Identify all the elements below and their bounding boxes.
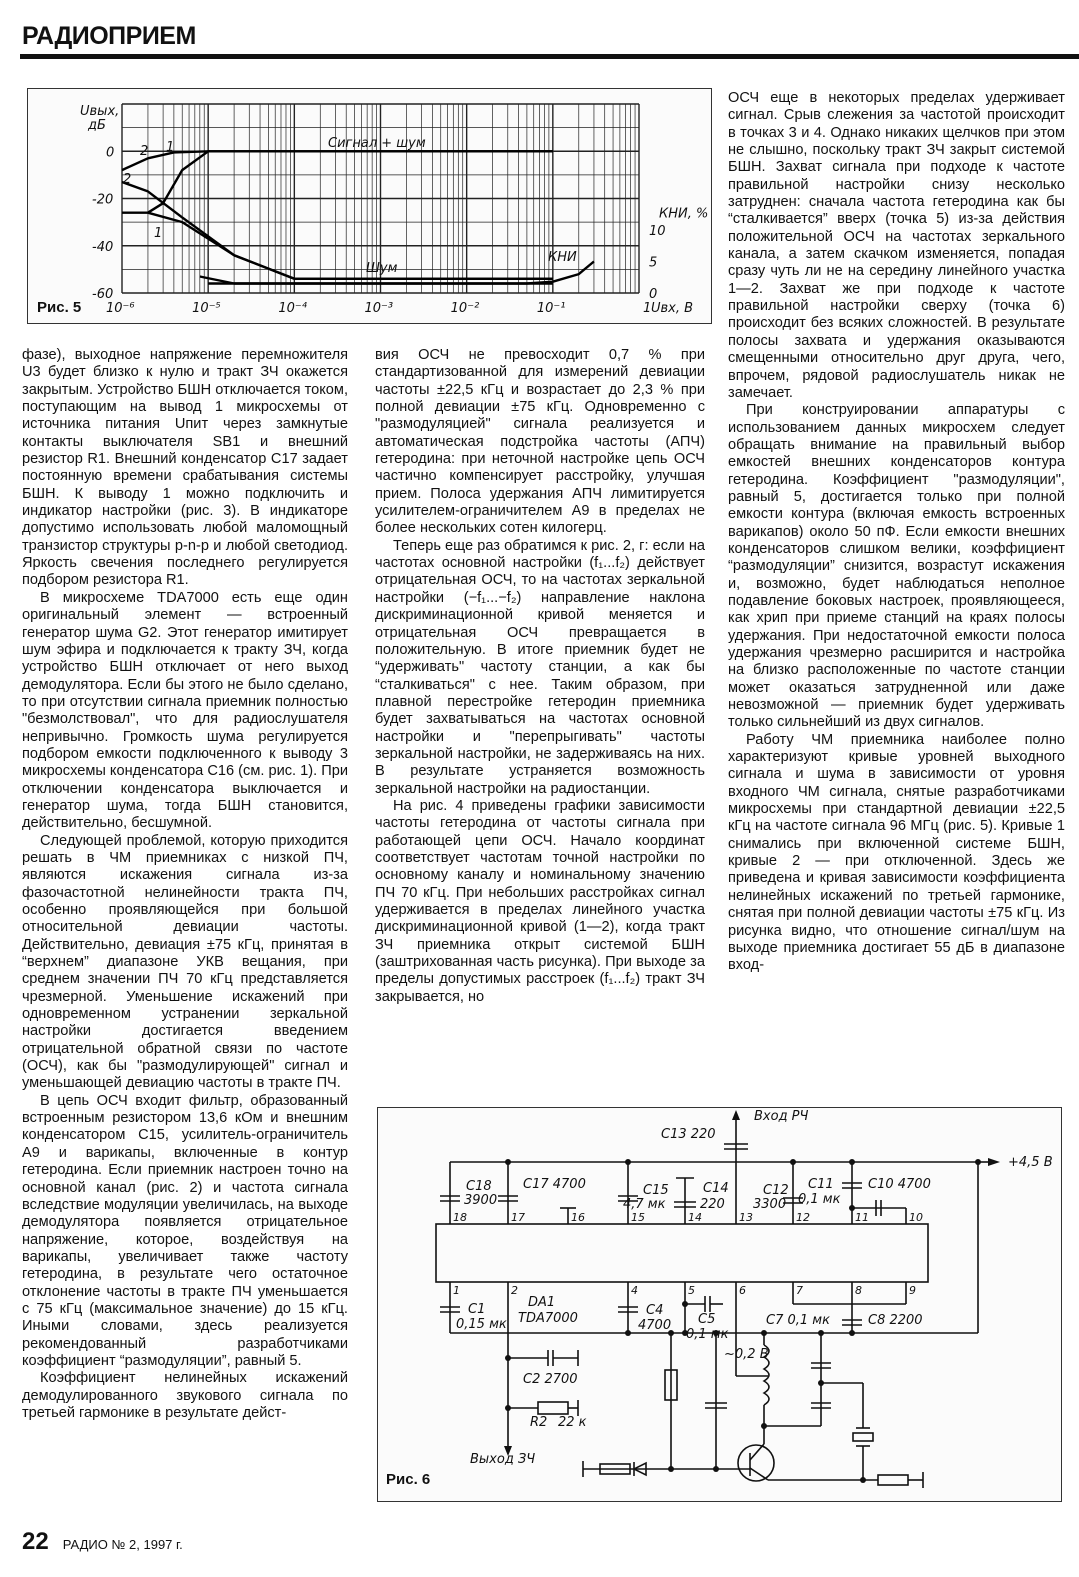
svg-text:-60: -60 <box>92 287 114 302</box>
paragraph: Коэффициент нелинейных искажений демодулированного звукового сигнала по третьей гармонике в результате дейст- <box>22 1370 348 1421</box>
chart-series-line <box>208 262 594 284</box>
svg-text:Uвых,: Uвых, <box>80 104 120 119</box>
svg-text:15: 15 <box>631 1211 645 1224</box>
paragraph: ОСЧ еще в некоторых пределах удерживает сигнал. Срыв слежения за частотой происходит в точках 3 и 4. Однако никаких щелчков при этом не слышно, поскольку тракт ЗЧ закрыт системой БШН. Захват сигнала при подходе к частоте правильной настройки снизу несколько затруднен: сначала частота гетеродина как бы “сталкивается” вверх (точка 5) из-за действия положительной ОСЧ на частотах зеркального канала, а затем скачком изменяется, попадая сразу чуть ли не на середину линейного участка 1—2. Захват же при подходе к частоте правильной настройки сверху (точка 6) происходит без всяких сложностей. В результате полосы захвата и удержания оказываются смещенными относительно друг друга, чего, впрочем, рядовой радиослушатель никак не замечает. <box>728 90 1065 401</box>
svg-text:14: 14 <box>688 1211 702 1224</box>
svg-text:5: 5 <box>649 255 658 271</box>
svg-text:10⁻²: 10⁻² <box>450 301 480 316</box>
svg-text:С2 2700: С2 2700 <box>523 1372 578 1387</box>
svg-text:6: 6 <box>739 1284 746 1297</box>
issue-info: РАДИО № 2, 1997 г. <box>62 1537 183 1552</box>
svg-text:0,1 мк: 0,1 мк <box>686 1327 729 1342</box>
text-column-right <box>728 90 1065 975</box>
paragraph: Работу ЧМ приемника наиболее полно характеризуют кривые уровней выходного сигнала и шума в зависимости от уровня входного ЧМ сигнала, снятые разработчиками микросхемы при стандартной девиации ±22,5 кГц на частоте сигнала 96 МГц (рис. 5). Кривые 1 снимались при включенной системе БШН, кривые 2 — при отключенной. Здесь же приведена и кривая зависимости коэффициента нелинейных искажений по третьей гармонике, снятая при полной девиации частоты ±75 кГц. Из рисунка видно, что отношение сигнал/шум на выходе приемника достигает 55 дБ в диапазоне вход- <box>728 731 1065 974</box>
paragraph: фазе), выходное напряжение перемножителя U3 будет близко к нулю и тракт ЗЧ окажется закрытым. Устройство БШН отключается током, поступающим на вывод 1 микросхемы от источника питания Uпит через замкнутые контакты выключателя SB1 и внешний резистор R1. Внешний конденсатор С17 задает постоянную времени срабатывания системы БШН. К выводу 1 можно подключить и индикатор настройки (рис. 3). В индикаторе допустимо использовать любой маломощный транзистор структуры p-n-p и любой светодиод. Яркость свечения последнего регулируется подбором резистора R1. <box>22 347 348 589</box>
paragraph: Следующей проблемой, которую приходится решать в ЧМ приемниках с низкой ПЧ, являются искажения сигнала из-за фазочастотной нелинейности тракта ПЧ, особенно проявляющейся при большой относительной девиации частоты. Действительно, девиация ±75 кГц, принятая в “верхнем” диапазоне УКВ вещания, при среднем значении ПЧ 70 кГц представляется чрезмерной. Уменьшение искажений при одновременном устранении зеркальной настройки достигается введением отрицательной обратной связи по частоте (ОСЧ), как бы "размодулирующей" сигнал и уменьшающей девиацию частоты в тракте ПЧ. <box>22 832 348 1092</box>
svg-text:4700: 4700 <box>638 1318 672 1333</box>
svg-text:R2: R2 <box>530 1415 548 1430</box>
figure-5-label: Рис. 5 <box>37 299 82 316</box>
svg-text:5: 5 <box>688 1284 695 1297</box>
svg-text:С18: С18 <box>466 1179 492 1194</box>
svg-text:9: 9 <box>909 1284 916 1297</box>
ic-type: TDA7000 <box>518 1311 578 1326</box>
svg-text:С12: С12 <box>763 1183 789 1198</box>
paragraph: При конструировании аппаратуры с использованием данных микросхем следует обращать внимание на правильный выбор емкостей внешних конденсаторов контура гетеродина. Коэффициент "размодуляции", равный 5, достигается только при полной емкости контура (включая емкость встроенных варикапов) около 50 пФ. Если емкости внешних конденсаторов слишком велики, коэффициент “размодуляции” снизится, возрастут искажения и, возможно, будет наблюдаться неполное подавление боковых настроек, проявляющееся, как хрип при приеме станций на краях полосы удержания. При недостаточной емкости полоса удержания чрезмерно расширится и настройка на близко расположенные по частоте станции может оказаться затрудненной или даже невозможной — приемник будет удерживать только сильнейший из двух сигналов. <box>728 402 1065 731</box>
svg-text:22 к: 22 к <box>558 1415 587 1430</box>
svg-text:1: 1 <box>643 301 652 316</box>
supply-voltage-label: +4,5 В <box>1008 1155 1053 1170</box>
svg-text:дБ: дБ <box>88 118 106 133</box>
svg-text:10⁻⁵: 10⁻⁵ <box>192 301 221 316</box>
svg-text:10⁻¹: 10⁻¹ <box>536 301 566 316</box>
svg-text:3900: 3900 <box>464 1193 498 1208</box>
figure-6-schematic <box>377 1107 1062 1502</box>
svg-text:Шум: Шум <box>366 261 398 276</box>
svg-text:3300: 3300 <box>753 1197 787 1212</box>
svg-text:С5: С5 <box>698 1312 716 1327</box>
svg-text:С7 0,1 мк: С7 0,1 мк <box>766 1313 830 1328</box>
svg-text:-20: -20 <box>92 192 114 208</box>
svg-text:7: 7 <box>796 1284 803 1297</box>
svg-text:1: 1 <box>453 1284 460 1297</box>
svg-text:КНИ, %: КНИ, % <box>659 206 709 222</box>
svg-text:Uвх, В: Uвх, В <box>651 301 694 316</box>
svg-text:С15: С15 <box>643 1183 669 1198</box>
figure-5 <box>27 88 712 324</box>
svg-text:10⁻⁶: 10⁻⁶ <box>106 301 135 316</box>
output-af-label: Выход ЗЧ <box>470 1452 536 1467</box>
text-column-middle <box>375 347 705 1006</box>
svg-text:С13 220: С13 220 <box>661 1127 716 1142</box>
svg-text:1: 1 <box>166 140 175 155</box>
svg-text:13: 13 <box>739 1211 753 1224</box>
circuit-schematic <box>378 1108 1061 1501</box>
paragraph: В микросхеме TDA7000 есть еще один оригинальный элемент — встроенный генератор шума G2. Этот генератор имитирует шум эфира и подключается к тракту ЗЧ, когда устройство БШН отключает от него выход демодулятора. Если бы этого не было сделано, то при отсутствии сигнала приемник полностью "безмолствовал", что для радиослушателя непривычно. Громкость шума регулируется подбором емкости подключенного к выводу 3 микросхемы конденсатора С16 (см. рис. 1). При отключении конденсатора выключается и генератор шума, тогда БШН становится, действительно, бесшумной. <box>22 589 349 832</box>
section-title: РАДИОПРИЕМ <box>22 22 196 50</box>
svg-text:С11: С11 <box>808 1177 834 1192</box>
svg-text:0: 0 <box>649 287 658 302</box>
svg-text:0: 0 <box>106 145 115 161</box>
svg-text:4,7 мк: 4,7 мк <box>623 1197 666 1212</box>
text-column-left <box>22 347 348 1422</box>
svg-text:Сигнал + шум: Сигнал + шум <box>328 136 426 151</box>
paragraph: В цепь ОСЧ входит фильтр, образованный встроенным резистором 13,6 кОм и внешним конденсатором С15, усилитель-ограничитель А9 и варикапы, включенные в контур гетеродина. Если приемник настроен точно на основной канал (рис. 2) и частота сигнала вследствие модуляции увеличилась, на выходе демодулятора появляется отрицательное напряжение, которое, воздействуя на варикапы, увеличивает также частоту гетеродина, в результате чего остаточное отклонение частоты в тракте ПЧ уменьшается с 75 кГц (максимальное значение) до 15 кГц. Иными словами, здесь реализуется рекомендованный разработчиками коэффициент “размодуляции”, равный 5. <box>22 1092 348 1369</box>
ic-da1-body <box>436 1224 928 1282</box>
svg-text:16: 16 <box>571 1211 585 1224</box>
svg-text:0,1 мк: 0,1 мк <box>798 1192 841 1207</box>
input-rf-label: Вход РЧ <box>754 1109 809 1124</box>
svg-text:4: 4 <box>631 1284 638 1297</box>
svg-text:11: 11 <box>855 1211 869 1224</box>
svg-text:2: 2 <box>140 144 149 159</box>
figure-6-label: Рис. 6 <box>386 1471 431 1488</box>
page-number: 22 <box>22 1528 49 1555</box>
svg-text:2: 2 <box>511 1284 518 1297</box>
svg-text:18: 18 <box>453 1211 467 1224</box>
ic-name: DA1 <box>528 1295 556 1310</box>
svg-text:220: 220 <box>700 1197 725 1212</box>
svg-text:С4: С4 <box>646 1303 664 1318</box>
svg-text:С1: С1 <box>468 1302 486 1317</box>
svg-text:0,15 мк: 0,15 мк <box>456 1317 507 1332</box>
paragraph: На рис. 4 приведены графики зависимости частоты гетеродина от частоты сигнала при работающей цепи ОСЧ. Начало координат соответствует частотам точной настройки по основному каналу и номинальному значению ПЧ 70 кГц. При небольших расстройках сигнал удерживается в пределах линейного участка дискриминационной кривой (1—2), когда тракт ЗЧ приемника открыт системой БШН (заштрихованная часть рисунка). При выходе за пределы допустимых расстроек (f₁...f₂) тракт ЗЧ закрывается, но <box>375 797 705 1005</box>
svg-text:С14: С14 <box>703 1181 729 1196</box>
svg-text:С10 4700: С10 4700 <box>868 1177 931 1192</box>
ac-voltage-label: ~0,2 В <box>724 1347 769 1362</box>
chart-fig5 <box>28 89 711 323</box>
svg-text:10⁻³: 10⁻³ <box>364 301 394 316</box>
svg-text:КНИ: КНИ <box>548 250 577 265</box>
svg-text:10: 10 <box>909 1211 923 1224</box>
paragraph: Теперь еще раз обратимся к рис. 2, г: если на частотах основной настройки (f₁...f₂) действует отрицательная ОСЧ, то на частотах зеркальной настройки (−f₁...−f₂) направление наклона дискриминационной кривой меняется и отрицательная ОСЧ превращается в положительную. В итоге приемник будет не “удерживать" частоту станции, а как бы “сталкиваться" с нее. Таким образом, при плавной перестройке гетеродин приемника будет захватываться на частотах основной настройки и "перепрыгивать" частоты зеркальной настройки, не задерживаясь на них. В результате устраняется возможность зеркальной настройки на радиостанции. <box>375 537 705 797</box>
svg-text:8: 8 <box>855 1284 862 1297</box>
svg-text:С8 2200: С8 2200 <box>868 1313 923 1328</box>
svg-text:12: 12 <box>796 1211 810 1224</box>
svg-text:10⁻⁴: 10⁻⁴ <box>278 301 307 316</box>
svg-text:10: 10 <box>649 224 666 239</box>
svg-text:2: 2 <box>123 172 132 187</box>
svg-text:1: 1 <box>154 226 163 241</box>
header-rule <box>20 54 1079 59</box>
chart-series-line <box>122 182 553 279</box>
svg-text:С17 4700: С17 4700 <box>523 1177 586 1192</box>
page-footer <box>22 1528 183 1556</box>
svg-text:17: 17 <box>511 1211 525 1224</box>
paragraph: вия ОСЧ не превосходит 0,7 % при стандартизованной для измерений девиации частоты ±22,5 кГц и возрастает до 2,3 % при полной девиации ±75 кГц. Одновременно с "размодуляцией" сигнала реализуется и автоматическая подстройка частоты (АПЧ) гетеродина: при неточной настройке цепь ОСЧ частично компенсирует расстройку, улучшая прием. Полоса удержания АПЧ лимитируется усилителем-ограничителем А9 в пределах не более нескольких сотен килогерц. <box>375 347 705 537</box>
svg-text:-40: -40 <box>92 239 114 255</box>
